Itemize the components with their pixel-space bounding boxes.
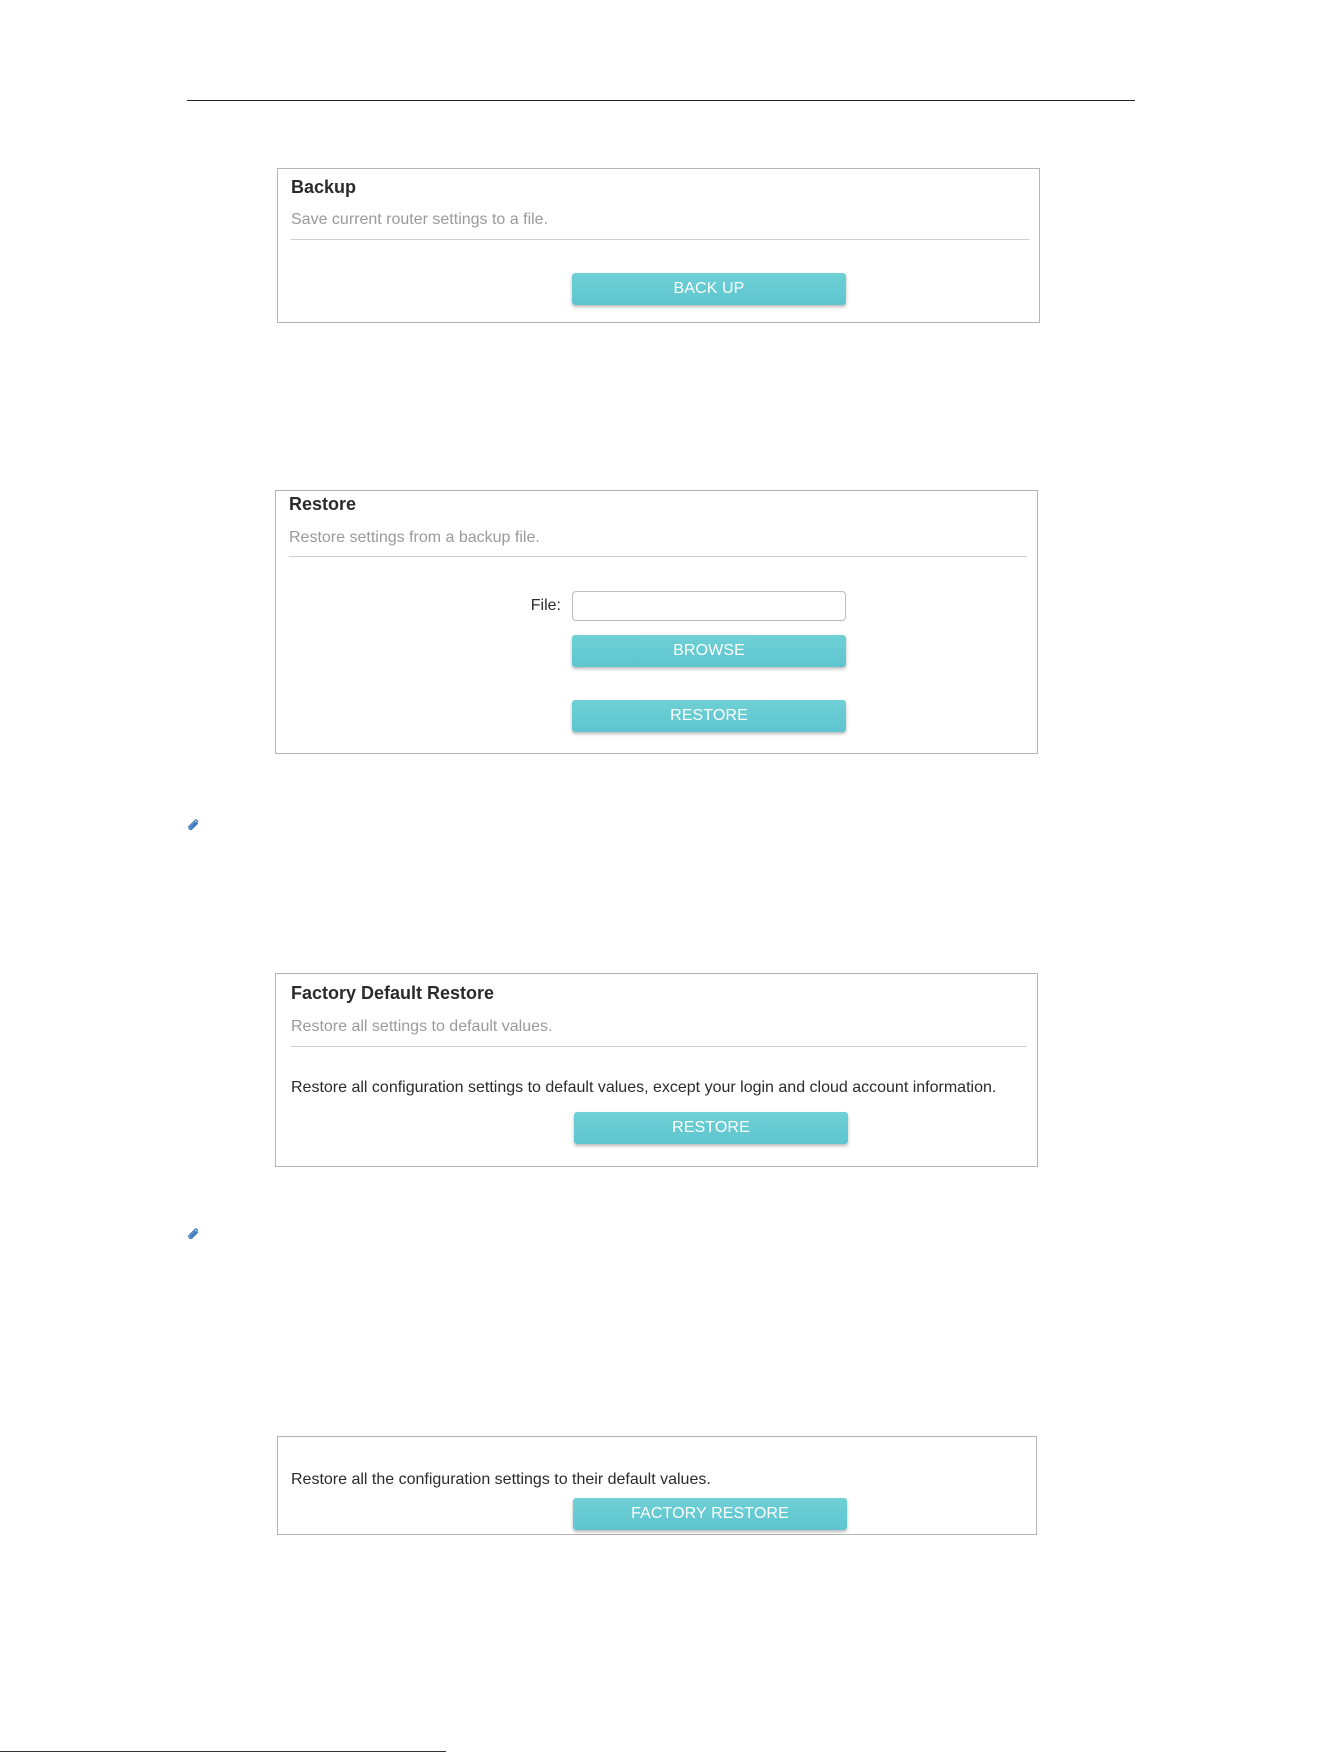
factory-default-title: Factory Default Restore <box>291 983 495 1003</box>
footer-divider <box>0 1751 446 1752</box>
file-label: File: <box>530 597 561 614</box>
backup-title: Backup <box>291 177 357 197</box>
backup-description: Save current router settings to a file. <box>291 211 549 228</box>
restore-title: Restore <box>289 494 357 514</box>
browse-button[interactable]: BROWSE <box>572 635 846 667</box>
factory-restore-button[interactable]: FACTORY RESTORE <box>573 1498 847 1530</box>
back-up-button[interactable]: BACK UP <box>572 273 846 305</box>
paperclip-icon <box>187 1228 201 1242</box>
restore-divider <box>289 556 1027 557</box>
restore-button[interactable]: RESTORE <box>572 700 846 732</box>
factory-default-text: Restore all configuration settings to default values, except your login and cloud account information. <box>291 1079 997 1096</box>
paperclip-icon <box>187 819 201 833</box>
factory-restore-text: Restore all the configuration settings to their default values. <box>291 1471 711 1488</box>
file-path-input[interactable] <box>572 591 846 621</box>
backup-divider <box>291 239 1029 240</box>
factory-default-panel <box>275 973 1038 1167</box>
header-divider <box>187 100 1135 101</box>
factory-default-restore-button[interactable]: RESTORE <box>574 1112 848 1144</box>
restore-description: Restore settings from a backup file. <box>289 529 540 546</box>
factory-restore-panel <box>277 1436 1037 1535</box>
restore-panel <box>275 490 1038 754</box>
backup-panel <box>277 168 1040 323</box>
factory-default-divider <box>291 1046 1027 1047</box>
factory-default-description: Restore all settings to default values. <box>291 1018 553 1035</box>
